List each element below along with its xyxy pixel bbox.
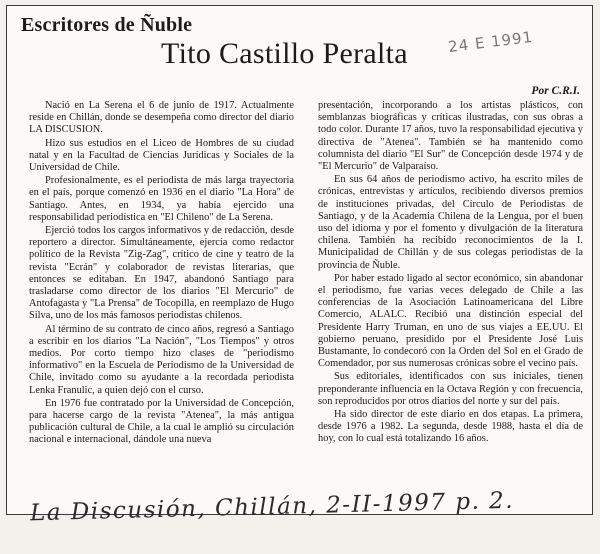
article-body <box>29 100 583 512</box>
paragraph: Hizo sus estudios en el Liceo de Hombres de su ciudad natal y en la Facultad de Ciencias Jurídicas y Sociales de la Universidad de Chile. <box>29 137 294 174</box>
newspaper-clipping <box>6 5 593 515</box>
paragraph: Ejerció todos los cargos informativos y de redacción, desde reportero a director. Simultáneamente, ejercía como redactor político de la Revista "Zig-Zag", crítico de cine y teatro de la revista "Ecrán" y colaborador de revistas literarias, que entonces se editaban. En 1947, abandonó Santiago para trasladarse como director de los diarios "El Mercurio" de Antofagasta y "La Prensa" de Tocopilla, en reemplazo de Hugo Silva, uno de los más famosos periodistas chilenos. <box>29 225 294 322</box>
article-byline: Por C.R.I. <box>531 85 580 97</box>
left-column <box>29 100 294 512</box>
handwritten-source-note: La Discusión, Chillán, 2-II-1997 p. 2. <box>29 487 515 527</box>
paragraph: Profesionalmente, es el periodista de más larga trayectoria en el país, porque comenzó en 1936 en el diario "La Hora" de Santiago. Antes, en 1934, ya había ejercido una responsabilidad periodística en "El Chileno" de La Serena. <box>29 175 294 223</box>
paragraph: Sus editoriales, identificados con sus iniciales, tienen preponderante influencia en la Octava Región y con frecuencia, son reproducidos por otros diarios del norte y sur del país. <box>318 371 583 407</box>
section-label: Escritores de Ñuble <box>21 14 193 36</box>
paragraph: En 1976 fue contratado por la Universidad de Concepción, para hacerse cargo de la revista "Atenea", la más antigua publicación cultural de Chile, a la cual le amplió su circulación nacional e internacional, dándole una nueva <box>29 397 294 446</box>
paragraph: Nació en La Serena el 6 de junio de 1917. Actualmente reside en Chillán, donde se desempeña como director del diario LA DISCUSION. <box>29 100 294 136</box>
paragraph: Al término de su contrato de cinco años, regresó a Santiago a escribir en los diarios "La Nación", "Los Tiempos" y otros medios. Por corto tiempo hizo clases de "periodismo informativo" en la Escuela de Periodismo de la Universidad de Chile, invitado como su ayudante a la recordada periodista Lenka Franulic, a quien dejó con el curso. <box>29 323 294 396</box>
paragraph: presentación, incorporando a los artistas plásticos, con semblanzas biográficas y críticas ilustradas, con sus obras a todo color. Durante 17 años, tuvo la responsabilidad ejecutiva y directiva de "Atenea". También se ha mantenido como columnista del diario "El Sur" de Concepción desde 1974 y de "El Mercurio" de Valparaíso. <box>318 100 583 173</box>
paragraph: Ha sido director de este diario en dos etapas. La primera, desde 1976 a 1982. La segunda, desde 1988, hasta el día de hoy, con lo cual está totalizando 16 años. <box>318 409 583 445</box>
paragraph: En sus 64 años de periodismo activo, ha escrito miles de crónicas, entrevistas y artículos, recibiendo diversos premios de instituciones privadas, del Círculo de Periodistas de Santiago, y de la Academia Chilena de la Lengua, por el buen uso del idioma y por el fomento y divulgación de la literatura chilena. También ha recibido reconocimientos de la I. Municipalidad de Chillán y de sus colegas periodistas de la provincia de Ñuble. <box>318 174 583 271</box>
article-title: Tito Castillo Peralta <box>161 37 408 70</box>
paragraph: Por haber estado ligado al sector económico, sin abandonar el periodismo, fue varias veces delegado de Chile a las conferencias de la Asociación Latinoamericana del Libre Comercio, ALALC. Recibió una distinción especial del Presidente Harry Truman, en uno de sus viajes a EE.UU. El gobierno peruano, presidido por el Presidente José Luis Bustamante, lo condecoró con la Orden del Sol en el Grado de Comendador, por sus numerosas crónicas sobre el vecino país. <box>318 272 583 370</box>
right-column <box>318 100 583 512</box>
handwritten-stamp: 24 E 1991 <box>447 27 535 57</box>
